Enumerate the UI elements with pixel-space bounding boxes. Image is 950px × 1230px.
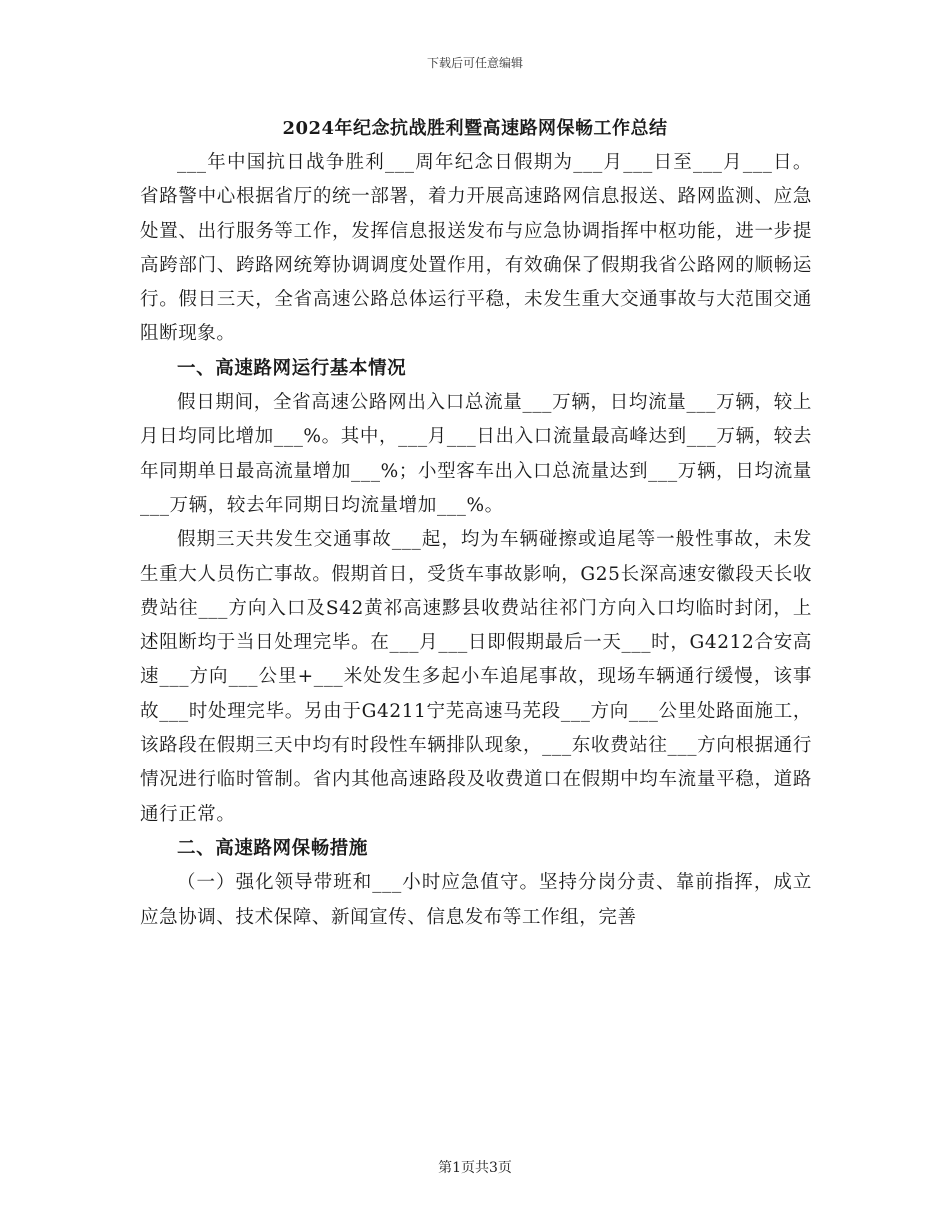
paragraph-accidents: 假期三天共发生交通事故___起，均为车辆碰擦或追尾等一般性事故，未发生重大人员伤亡事故。假期首日，受货车事故影响，G25长深高速安徽段天长收费站往___方向入口及S42黄祁高速黟县收费站往祁门方向入口均临时封闭，上述阻断均于当日处理完毕。在___月___日即假期最后一天___时，G4212合安高速___方向___公里+___米处发生多起小车追尾事故，现场车辆通行缓慢，该事故___时处理完毕。另由于G4211宁芜高速马芜段___方向___公里处路面施工，该路段在假期三天中均有时段性车辆排队现象，___东收费站往___方向根据通行情况进行临时管制。省内其他高速路段及收费道口在假期中均车流量平稳，道路通行正常。 <box>140 529 812 825</box>
section-heading-1: 一、高速路网运行基本情况 <box>177 357 407 379</box>
header-note: 下载后可任意编辑 <box>426 56 523 70</box>
document-title: 2024年纪念抗战胜利暨高速路网保畅工作总结 <box>282 118 668 139</box>
paragraph-intro: ___年中国抗日战争胜利___周年纪念日假期为___月___日至___月___日。省路警中心根据省厅的统一部署，着力开展高速路网信息报送、路网监测、应急处置、出行服务等工作，发挥信息报送发布与应急协调指挥中枢功能，进一步提高跨部门、跨路网统筹协调调度处置作用，有效确保了假期我省公路网的顺畅运行。假日三天，全省高速公路总体运行平稳，未发生重大交通事故与大范围交通阻断现象。 <box>140 152 812 345</box>
paragraph-measures-1: （一）强化领导带班和___小时应急值守。坚持分岗分责、靠前指挥，成立应急协调、技术保障、新闻宣传、信息发布等工作组，完善 <box>140 872 812 928</box>
document-body <box>140 146 812 935</box>
page-footer: 第1页共3页 <box>438 1160 512 1176</box>
paragraph-traffic-volume: 假日期间，全省高速公路网出入口总流量___万辆，日均流量___万辆，较上月日均同比增加___%。其中，___月___日出入口流量最高峰达到___万辆，较去年同期单日最高流量增加___%；小型客车出入口总流量达到___万辆，日均流量___万辆，较去年同期日均流量增加___%。 <box>140 392 812 516</box>
section-heading-2: 二、高速路网保畅措施 <box>177 837 369 859</box>
